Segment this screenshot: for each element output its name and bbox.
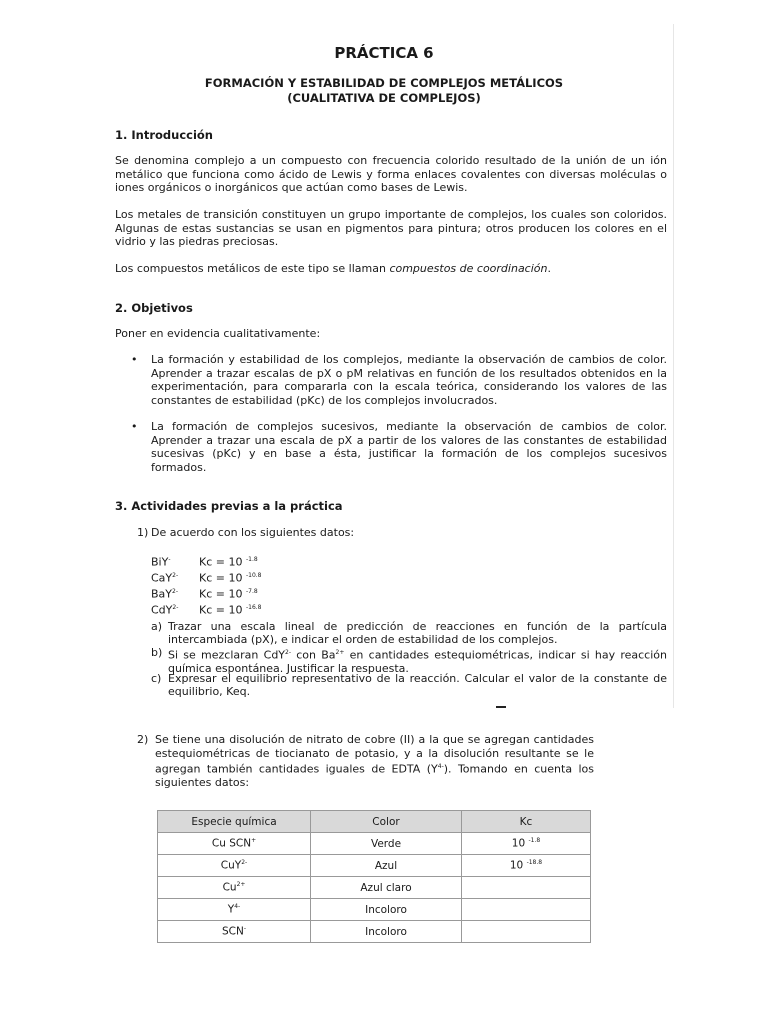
cell-color: Verde	[311, 833, 462, 855]
cell-color: Incoloro	[311, 921, 462, 943]
table-row	[158, 877, 591, 899]
intro-paragraph-2: Los metales de transición constituyen un grupo importante de complejos, los cuales son coloridos. Algunas de estas sustancias se usan en pigmentos para pintura; otros producen los colores en el vidrio y las piedras preciosas.	[115, 208, 667, 248]
question-1-number: 1)	[137, 526, 149, 539]
subtitle-line-2: (CUALITATIVA DE COMPLEJOS)	[287, 91, 481, 105]
subtitle-line-1: FORMACIÓN Y ESTABILIDAD DE COMPLEJOS METÁLICOS	[204, 76, 564, 90]
section-heading-objetivos: 2. Objetivos	[115, 301, 193, 315]
intro-p3-text: Los compuestos metálicos de este tipo se llaman	[115, 262, 390, 275]
question-1-text: De acuerdo con los siguientes datos:	[151, 526, 355, 539]
constant-row: BiY- Kc = 10 $^{-1.8}$	[151, 555, 258, 569]
objetivos-intro: Poner en evidencia cualitativamente:	[115, 327, 321, 340]
subquestion-c: c) Expresar el equilibrio representativo de la reacción. Calcular el valor de la constante de equilibrio, Keq.	[151, 672, 667, 698]
constant-row: CaY$^{2-}$ Kc = 10 $^{-10.8}$	[151, 571, 262, 585]
cell-color: Azul claro	[311, 877, 462, 899]
cell-especie: CuY$^{2-}$	[158, 855, 311, 877]
cell-especie: Cu SCN+	[158, 833, 311, 855]
cell-kc: 10 $^{-1.8}$	[462, 833, 591, 855]
header-color: Color	[311, 811, 462, 833]
cell-especie: $Cu^{2+}$	[158, 877, 311, 899]
page-edge-line	[673, 24, 674, 708]
cell-especie: SCN-	[158, 921, 311, 943]
cell-especie: $Y^{4-}$	[158, 899, 311, 921]
intro-p3-emphasis: compuestos de coordinación	[389, 262, 548, 275]
page-subtitle	[0, 76, 768, 106]
question-2-text: Se tiene una disolución de nitrato de cobre (II) a la que se agregan cantidades estequiométricas de tiocianato de potasio, y a la disolución resultante se le agregan también cantidades iguales de EDTA $(Y^{4-})$. Tomando en cuenta los siguientes datos:	[155, 733, 594, 790]
page-title: PRÁCTICA 6	[334, 44, 434, 62]
cell-color: Incoloro	[311, 899, 462, 921]
cell-kc: 10 $^{-18.8}$	[462, 855, 591, 877]
cell-kc	[462, 877, 591, 899]
subquestion-a: a) Trazar una escala lineal de predicción de reacciones en función de la partícula intercambiada (pX), e indicar el orden de estabilidad de los complejos.	[151, 620, 667, 646]
bullet-marker-1: •	[131, 353, 138, 366]
table-row	[158, 921, 591, 943]
cell-kc	[462, 899, 591, 921]
constant-row: BaY$^{2-}$ Kc = 10 $^{-7.8}$	[151, 587, 258, 601]
intro-paragraph-3	[115, 262, 667, 276]
table-row	[158, 855, 591, 877]
table-row	[158, 833, 591, 855]
stray-mark	[496, 706, 506, 708]
header-especie: Especie química	[158, 811, 311, 833]
constants-list	[151, 553, 262, 618]
constant-row: CdY$^{2-}$ Kc = 10 $^{-16.8}$	[151, 604, 262, 618]
bullet-marker-2: •	[131, 420, 138, 433]
species-table	[157, 810, 591, 943]
intro-p3-end: .	[547, 262, 551, 275]
objetivo-item-2: La formación de complejos sucesivos, mediante la observación de cambios de color. Aprender a trazar una escala de pX a partir de los valores de las constantes de estabilidad sucesivas (pKc) y en base a ésta, justificar la formación de los complejos sucesivos formados.	[151, 420, 667, 474]
cell-color: Azul	[311, 855, 462, 877]
cell-kc	[462, 921, 591, 943]
question-2-number: 2)	[137, 733, 149, 746]
section-heading-introduccion: 1. Introducción	[115, 128, 213, 142]
objetivo-item-1: La formación y estabilidad de los complejos, mediante la observación de cambios de color. Aprender a trazar escalas de pX o pM relativas en función de los resultados obtenidos en la experimentación, para compararla con la escala teórica, considerando los valores de las constantes de estabilidad (pKc) de los complejos involucrados.	[151, 353, 667, 407]
table-header-row	[158, 811, 591, 833]
header-kc: Kc	[462, 811, 591, 833]
table-row	[158, 899, 591, 921]
intro-paragraph-1: Se denomina complejo a un compuesto con frecuencia colorido resultado de la unión de un ión metálico que funciona como ácido de Lewis y forma enlaces covalentes con diversas moléculas o iones orgánicos o inorgánicos que actúan como bases de Lewis.	[115, 154, 667, 194]
subquestion-b: b) Si se mezclaran CdY$^{2-}$ con $Ba^{2+}$ en cantidades estequiométricas, indicar si hay reacción química espontánea. Justificar la respuesta.	[151, 646, 667, 675]
section-heading-actividades: 3. Actividades previas a la práctica	[115, 499, 343, 513]
